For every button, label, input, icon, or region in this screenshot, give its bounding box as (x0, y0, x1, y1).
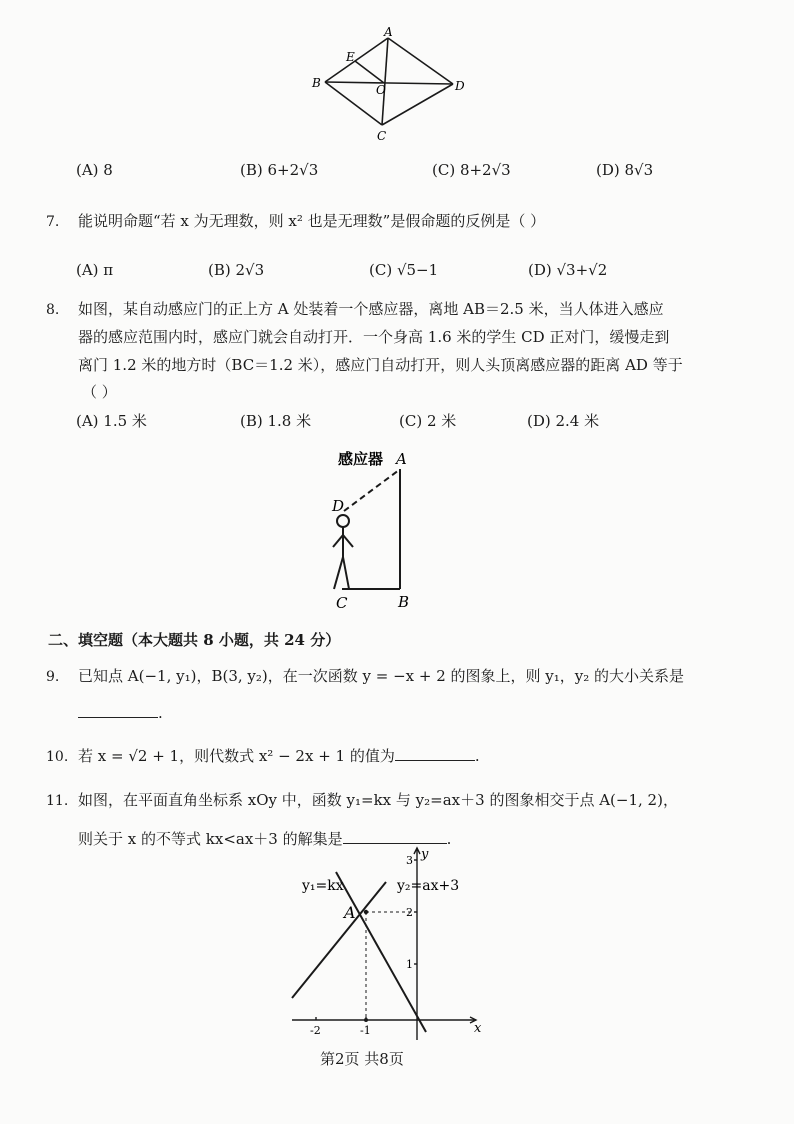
graph-label-y2: y₂=ax+3 (397, 878, 460, 894)
door-label-a: A (396, 450, 407, 468)
section-fill-in-title: 二、填空题（本大题共 8 小题，共 24 分） (48, 631, 341, 649)
graph-x-tick-neg1: -1 (360, 1024, 371, 1037)
door-sensor-figure (320, 445, 430, 615)
q7-option-a[interactable]: (A) π (76, 261, 114, 279)
q9-stem: 已知点 A(−1, y₁)，B(3, y₂)，在一次函数 y = −x + 2 的图象上，则 y₁，y₂ 的大小关系是 (78, 667, 685, 685)
q8-option-c[interactable]: (C) 2 米 (399, 412, 457, 430)
q8-number: 8. (46, 302, 60, 318)
rhombus-label-a: A (384, 25, 393, 39)
door-label-b: B (398, 593, 410, 611)
door-label-d: D (332, 497, 345, 515)
q8-line-1: 如图，某自动感应门的正上方 A 处装着一个感应器，离地 AB＝2.5 米，当人体进入感应 (78, 300, 664, 318)
graph-y-tick-1: 1 (406, 958, 413, 971)
q7-number: 7. (46, 214, 60, 230)
q8-line-3: 离门 1.2 米的地方时（BC＝1.2 米），感应门自动打开，则人头顶离感应器的距离 AD 等于 (78, 356, 683, 374)
q10-stem: 若 x = √2 + 1，则代数式 x² − 2x + 1 的值为 (78, 747, 395, 765)
page-footer: 第2页 共8页 (320, 1050, 404, 1068)
door-label-c: C (336, 594, 348, 612)
q6-option-c[interactable]: (C) 8+2√3 (432, 161, 511, 179)
graph-x-tick-neg2: -2 (310, 1024, 321, 1037)
q11-number: 11. (46, 793, 69, 809)
q10-answer-blank[interactable] (395, 746, 475, 761)
rhombus-label-d: D (455, 79, 465, 93)
q7-option-b[interactable]: (B) 2√3 (208, 261, 265, 279)
q9-period: . (158, 704, 163, 722)
q8-line-2: 器的感应范围内时，感应门就会自动打开．一个身高 1.6 米的学生 CD 正对门，缓慢走到 (78, 328, 670, 346)
graph-y-axis-label: y (421, 847, 429, 862)
q9-number: 9. (46, 669, 60, 685)
q7-option-c[interactable]: (C) √5−1 (369, 261, 439, 279)
q11-line-1: 如图，在平面直角坐标系 xOy 中，函数 y₁=kx 与 y₂=ax＋3 的图象相交于点 A(−1, 2)， (78, 791, 678, 809)
q8-option-d[interactable]: (D) 2.4 米 (527, 412, 600, 430)
q8-option-a[interactable]: (A) 1.5 米 (76, 412, 147, 430)
rhombus-label-b: B (312, 76, 321, 90)
q10-period: . (474, 747, 480, 765)
graph-point-a: A (344, 903, 356, 922)
q8-line-4: （ ） (82, 383, 117, 401)
q6-option-a[interactable]: (A) 8 (76, 161, 113, 179)
rhombus-label-c: C (377, 129, 387, 143)
q7-option-d[interactable]: (D) √3+√2 (528, 261, 608, 279)
graph-y-tick-3: 3 (406, 854, 413, 867)
q6-option-d[interactable]: (D) 8√3 (596, 161, 654, 179)
rhombus-figure (300, 24, 480, 144)
q11-period: . (446, 830, 452, 848)
q11-function-graph (286, 842, 486, 1042)
q9-answer-blank[interactable] (78, 703, 158, 718)
sensor-label: 感应器 (338, 450, 384, 468)
q7-stem: 能说明命题“若 x 为无理数，则 x² 也是无理数”是假命题的反例是（ ） (78, 212, 546, 230)
rhombus-label-e: E (346, 50, 355, 64)
graph-y-tick-2: 2 (406, 906, 413, 919)
q8-option-b[interactable]: (B) 1.8 米 (240, 412, 312, 430)
rhombus-label-o: O (376, 83, 386, 97)
q10-number: 10. (46, 749, 69, 765)
q6-option-b[interactable]: (B) 6+2√3 (240, 161, 319, 179)
q11-line-2: 则关于 x 的不等式 kx<ax＋3 的解集是 (78, 830, 343, 848)
graph-x-axis-label: x (474, 1021, 482, 1036)
graph-label-y1: y₁=kx (302, 878, 344, 894)
